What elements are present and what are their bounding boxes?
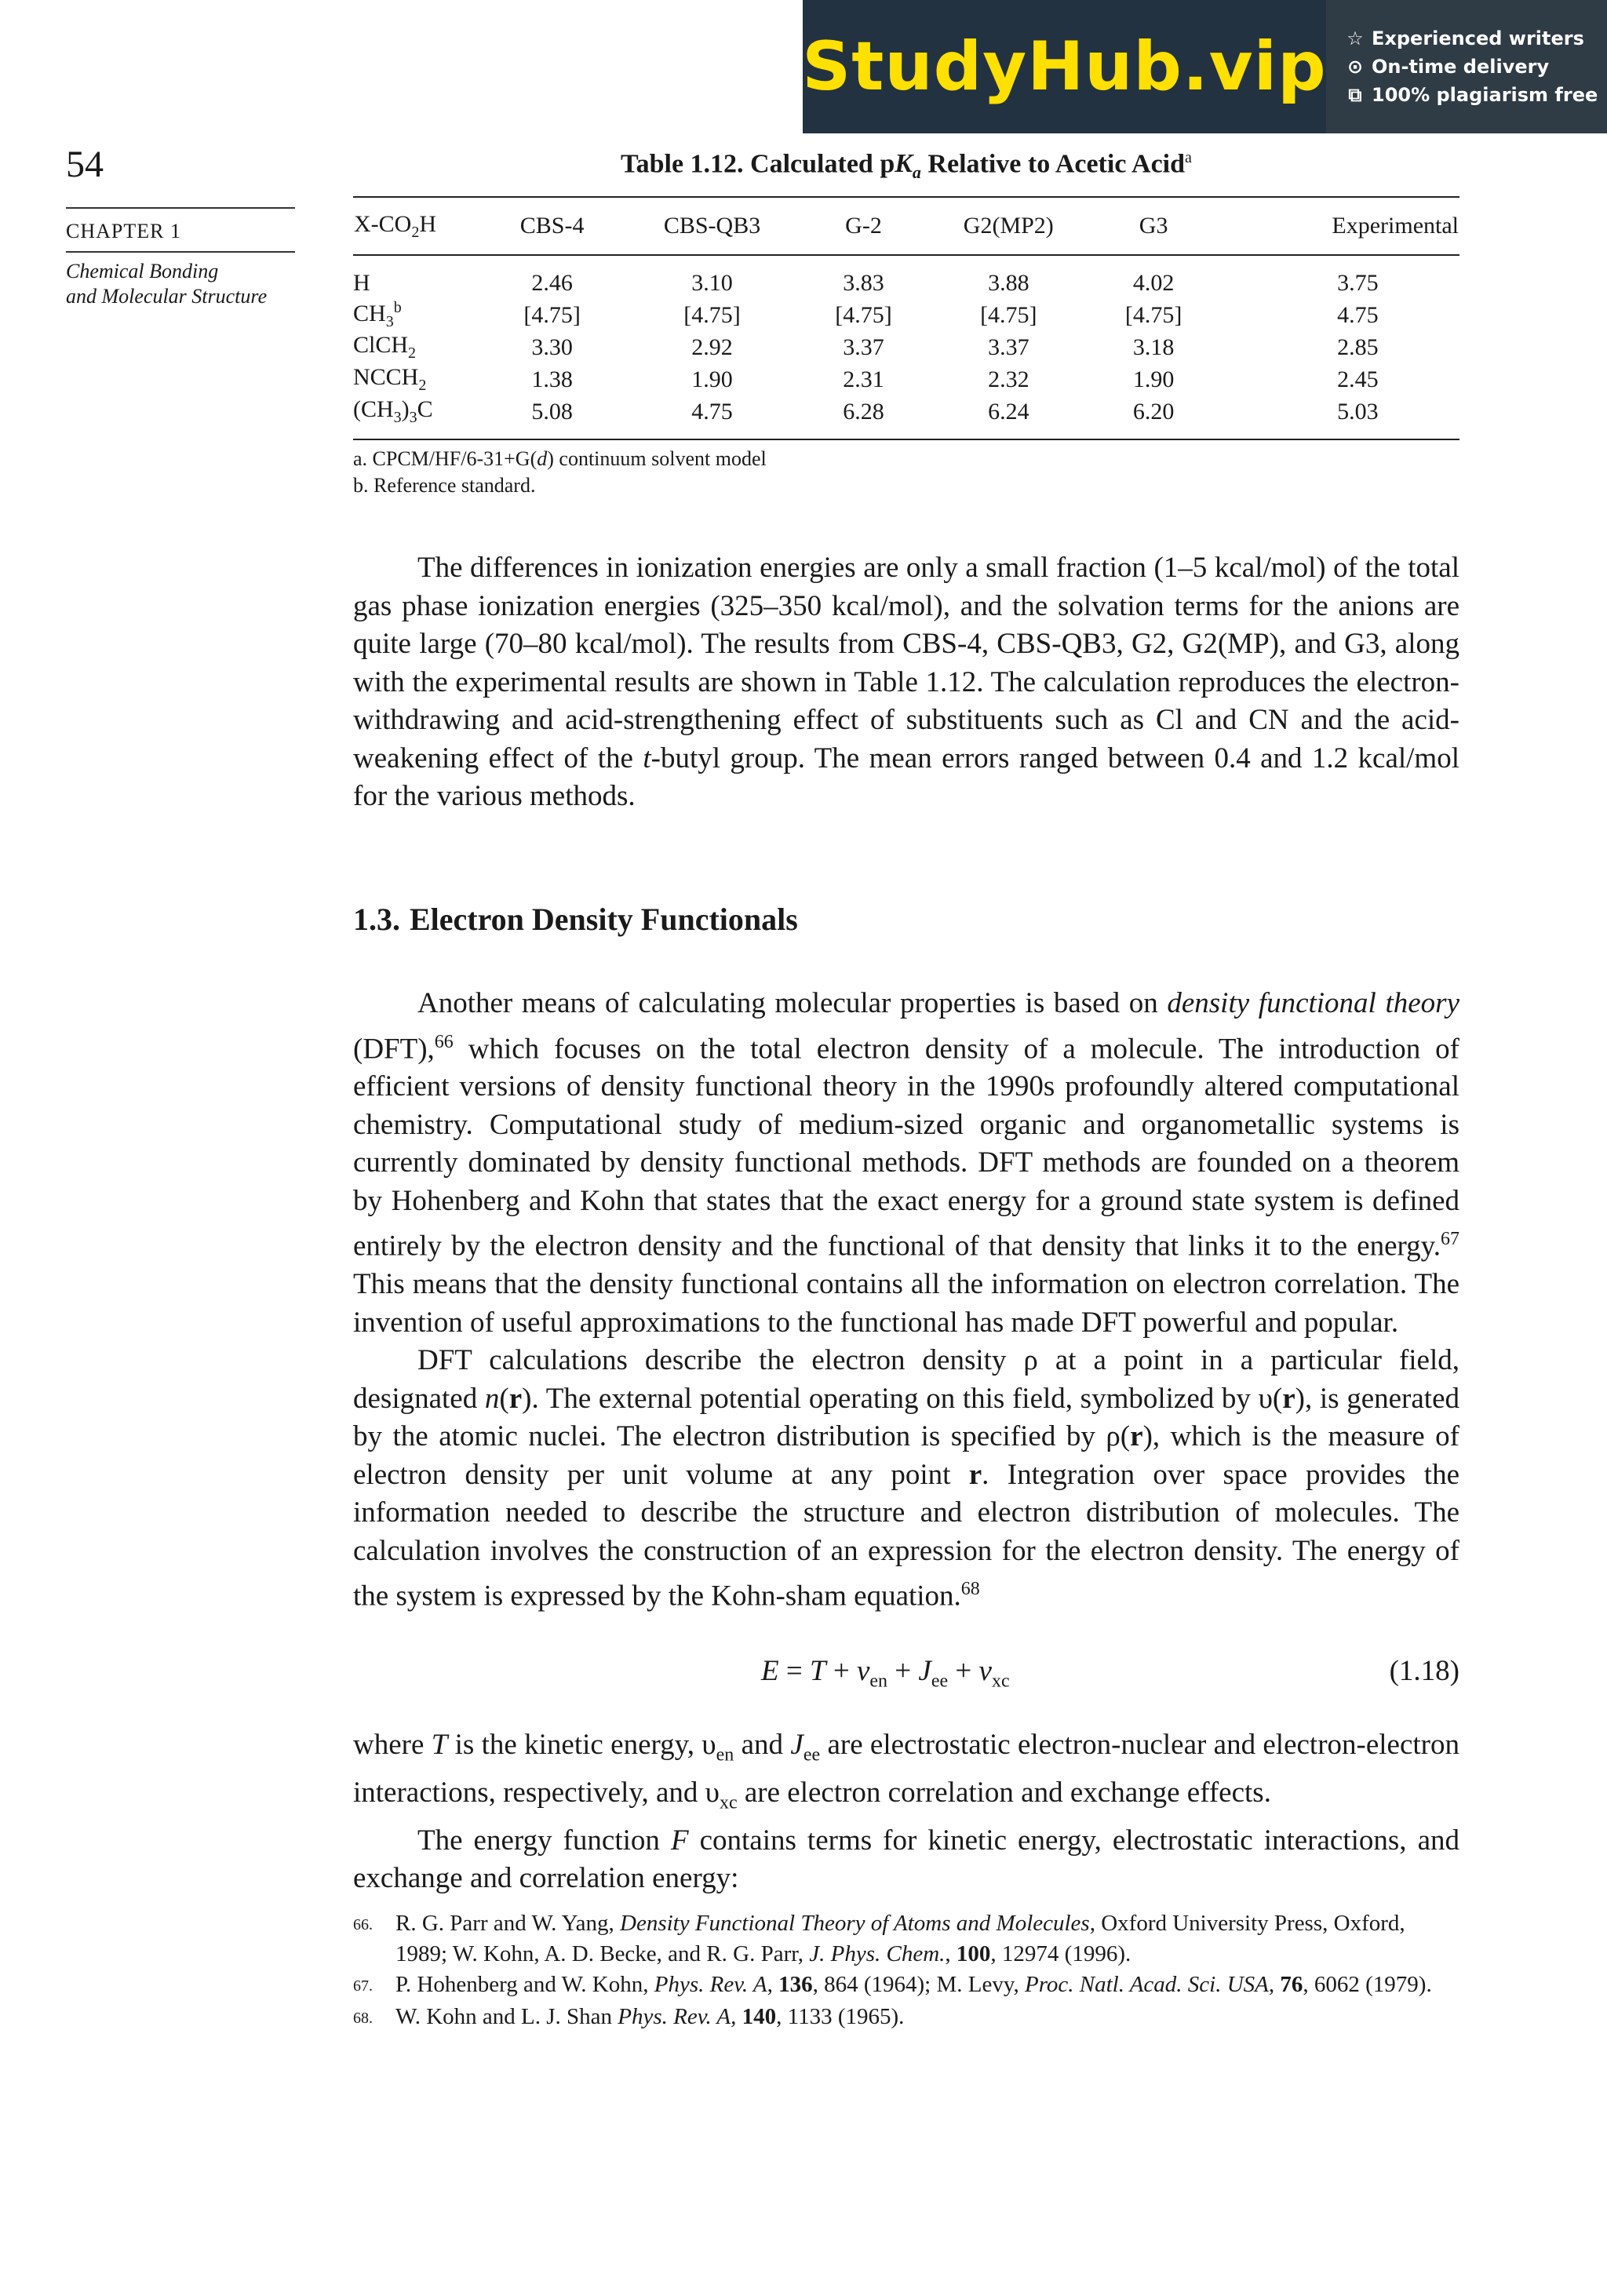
footnotes	[353, 1908, 1459, 2034]
table-cell: 1.90	[691, 366, 733, 392]
studyhub-logo[interactable]: StudyHub.vip	[802, 27, 1327, 106]
body-text	[353, 1726, 1459, 1898]
table-cell: 3.18	[1132, 333, 1175, 360]
table-cell: 1.38	[531, 366, 573, 392]
citation-ref[interactable]: 68	[960, 1579, 980, 1600]
footnote	[353, 1970, 1459, 2002]
footnote-number: 66.	[353, 1916, 373, 1933]
pka-table	[353, 196, 1459, 440]
caption-k-sub: a	[912, 162, 921, 183]
citation-ref[interactable]: 66	[434, 1031, 454, 1052]
body-paragraph: where T is the kinetic energy, $\upsilon_{en}$ and $J_{ee}$ are electrostatic electron-nuclear and electron-electron interactions, respectively, and $\upsilon_{xc}$ are electron correlation and exchange effects.	[353, 1729, 1460, 1813]
footnote-text: P. Hohenberg and W. Kohn, Phys. Rev. A, 136, 864 (1964); M. Levy, Proc. Natl. Acad. Sci. USA, 76, 6062 (1979).	[395, 1972, 1432, 1997]
feature-text: 100% plagiarism free	[1372, 84, 1598, 106]
table-cell: 3.37	[843, 333, 884, 360]
table-cell: [4.75]	[980, 301, 1037, 328]
row-label: H	[353, 269, 370, 296]
table-row	[353, 363, 1459, 395]
feature-list	[1326, 0, 1607, 133]
caption-note-mark: a	[1185, 149, 1192, 166]
feature-text: Experienced writers	[1372, 27, 1584, 49]
body-paragraph: The differences in ionization energies are only a small fraction (1–5 kcal/mol) of the total gas phase ionization energies (325–350 kcal/mol), and the solvation terms for the anions are quite large (70–80 kcal/mol). The results from CBS-4, CBS-QB3, G2, G2(MP), and G3, along with the experimental results are shown in Table 1.12. The calculation reproduces the electron-withdrawing and acid-strengthening effect of substituents such as Cl and CN and the acid-weakening effect of the t-butyl group. The mean errors ranged between 0.4 and 1.2 kcal/mol for the various methods.	[353, 552, 1459, 812]
caption-k	[895, 149, 921, 183]
chapter-title-line: and Molecular Structure	[66, 285, 268, 308]
citation-ref[interactable]: 67	[1441, 1229, 1459, 1250]
table-note: b. Reference standard.	[353, 474, 536, 497]
table-cell: 6.20	[1098, 395, 1208, 439]
footnote-text: W. Kohn and L. J. Shan Phys. Rev. A, 140, 1133 (1965).	[395, 2004, 905, 2029]
table-cell: 3.88	[988, 269, 1029, 296]
table-row	[353, 299, 1459, 331]
table-cell: 4.75	[1337, 301, 1379, 328]
section-title: Electron Density Functionals	[410, 902, 798, 937]
footnote	[353, 2002, 1459, 2034]
table-cell: 1.90	[1132, 366, 1175, 392]
table-cell: 6.28	[808, 395, 919, 439]
body-paragraph: The energy function F contains terms for kinetic energy, electrostatic interactions, and exchange and correlation energy:	[353, 1824, 1460, 1895]
table-cell: 3.30	[531, 333, 573, 360]
row-label: $NCCH_2$	[353, 364, 427, 394]
column-header: CBS-4	[488, 197, 616, 255]
table-notes	[353, 446, 767, 499]
table-cell: 4.02	[1132, 269, 1175, 296]
body-text	[353, 985, 1459, 1616]
row-label: $(CH_3)_3C$	[353, 395, 488, 439]
clock-icon: ⊙	[1346, 56, 1364, 78]
body-paragraph: DFT calculations describe the electron density ρ at a point in a particular field, designated n(r). The external potential operating on this field, symbolized by υ(r), is generated by the atomic nuclei. The electron distribution is specified by ρ(r), which is the measure of electron density per unit volume at any point r. Integration over space provides the information needed to describe the structure and electron distribution of molecules. The calculation involves the construction of an expression for the electron density. The energy of the system is expressed by the Kohn-sham equation.$^{68}$	[353, 1344, 1460, 1613]
feature-item	[1345, 56, 1607, 78]
column-header: Experimental	[1209, 197, 1459, 255]
footnote-number: 68.	[353, 2010, 373, 2027]
margin-divider	[66, 207, 295, 209]
feature-item	[1345, 27, 1607, 49]
feature-item	[1345, 84, 1607, 106]
table-cell: [4.75]	[523, 301, 581, 328]
table-note: a. CPCM/HF/6-31+G(d) continuum solvent model	[353, 447, 767, 470]
table-cell: 2.46	[531, 269, 573, 296]
table-row	[353, 395, 1459, 439]
column-header: G3	[1098, 197, 1208, 255]
table-cell: 2.31	[843, 366, 884, 392]
feature-text: On-time delivery	[1372, 56, 1550, 78]
table-cell: 2.92	[691, 333, 733, 360]
table-cell: 2.45	[1337, 366, 1379, 392]
table-cell: 2.85	[1337, 333, 1379, 360]
table-cell: [4.75]	[835, 301, 892, 328]
equation-number: (1.18)	[1389, 1655, 1459, 1687]
column-header: G-2	[808, 197, 919, 255]
column-header: G2(MP2)	[919, 197, 1098, 255]
section-number: 1.3.	[353, 902, 400, 937]
table-cell: 3.83	[843, 269, 884, 296]
table-cell: 5.08	[488, 395, 616, 439]
row-label: $CH_3^b$	[353, 299, 402, 330]
star-icon: ☆	[1346, 27, 1364, 49]
copy-icon: ⧉	[1348, 84, 1362, 106]
chapter-title	[66, 259, 267, 309]
table-header-row	[353, 197, 1459, 255]
table-cell: [4.75]	[1124, 301, 1182, 328]
body-paragraph: Another means of calculating molecular properties is based on density functional theory (DFT),$^{66}$ which focuses on the total electron density of a molecule. The introduction of efficient versions of density functional theory in the 1990s profoundly altered computational chemistry. Computational study of medium-sized organic and organometallic systems is currently dominated by density functional methods. DFT methods are founded on a theorem by Hohenberg and Kohn that states that the exact energy for a ground state system is defined entirely by the electron density and the functional of that density that links it to the energy.$^{67}$ This means that the density functional contains all the information on electron correlation. The invention of useful approximations to the functional has made DFT powerful and popular.	[353, 987, 1459, 1339]
table-cell: 4.75	[616, 395, 808, 439]
chapter-label: CHAPTER 1	[66, 220, 181, 242]
table-row	[353, 331, 1459, 363]
table-cell: 3.10	[691, 269, 733, 296]
caption-text: Relative to Acetic Acid	[920, 149, 1186, 179]
table-cell: 5.03	[1209, 395, 1459, 439]
footnote-text: R. G. Parr and W. Yang, Density Functional Theory of Atoms and Molecules, Oxford University Press, Oxford, 1989; W. Kohn, A. D. Becke, and R. G. Parr, J. Phys. Chem., 100, 12974 (1996).	[395, 1911, 1405, 1966]
footnote	[353, 1908, 1459, 1970]
chapter-title-line: Chemical Bonding	[66, 260, 219, 282]
footnote-number: 67.	[353, 1977, 373, 1995]
margin-divider	[66, 251, 295, 253]
ad-banner[interactable]	[803, 0, 1607, 133]
equation-1-18	[353, 1654, 1459, 1701]
page-number: 54	[66, 144, 104, 185]
table-cell: 2.32	[988, 366, 1029, 392]
equation-formula: $E = T + \nu_{en} + J_{ee} + \nu_{xc}$	[761, 1655, 1010, 1692]
section-heading	[353, 901, 798, 938]
table-cell: 3.75	[1337, 269, 1379, 296]
caption-text: Table 1.12. Calculated p	[621, 149, 895, 179]
row-label: ClCH$_2$	[353, 332, 417, 362]
column-header: CBS-QB3	[616, 197, 808, 255]
table-row	[353, 255, 1459, 299]
column-header: $X-CO_2H$	[353, 197, 488, 255]
table-caption	[353, 149, 1459, 183]
table-cell: 6.24	[919, 395, 1098, 439]
caption-k-letter: K	[895, 149, 913, 179]
table-cell: 3.37	[988, 333, 1029, 360]
logo-box[interactable]	[803, 0, 1326, 133]
table-cell: [4.75]	[683, 301, 741, 328]
